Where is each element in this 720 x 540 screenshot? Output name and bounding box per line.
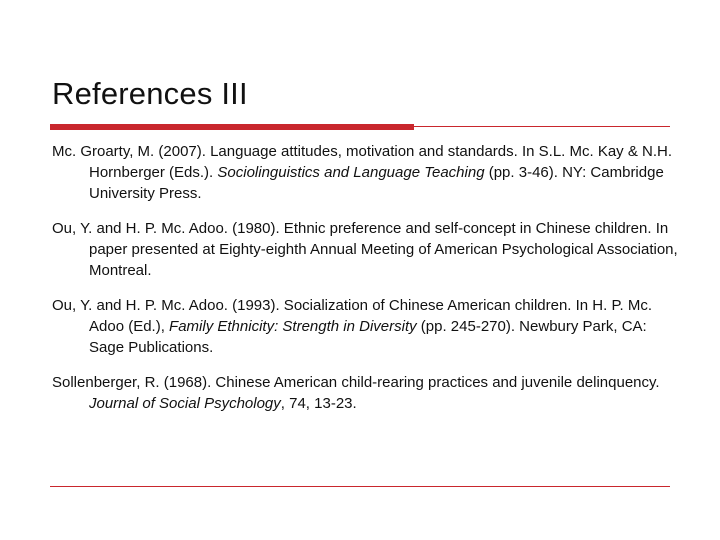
slide-title: References III xyxy=(52,76,248,111)
reference-text: Mc. Groarty, M. (2007). Language attitudes, motivation and standards. In S.L. Mc. Kay & N.H. Hornberger (Eds.). xyxy=(52,143,673,181)
reference-item xyxy=(52,372,684,414)
reference-text: Ou, Y. and H. P. Mc. Adoo. (1993). Socialization of Chinese American children. In H. P. Mc. Adoo (Ed.), xyxy=(52,297,653,335)
reference-item xyxy=(52,141,684,204)
reference-item xyxy=(52,295,684,358)
footer-divider-line xyxy=(50,486,670,487)
reference-title-italic: Family Ethnicity: Strength in Diversity xyxy=(169,318,417,335)
reference-title-italic: Sociolinguistics and Language Teaching xyxy=(217,164,485,181)
reference-list xyxy=(52,141,684,428)
reference-item xyxy=(52,218,684,281)
reference-text: Sollenberger, R. (1968). Chinese American child-rearing practices and juvenile delinquency. xyxy=(52,374,660,391)
reference-title-italic: Journal of Social Psychology xyxy=(89,395,281,412)
reference-text-end: , 74, 13-23. xyxy=(280,395,357,412)
reference-text-end: (pp. 245-270). Newbury Park, CA: Sage Publications. xyxy=(89,318,647,356)
reference-text: Ou, Y. and H. P. Mc. Adoo. (1980). Ethnic preference and self-concept in Chinese children. In paper presented at Eighty-eighth Annual Meeting of American Psychological Association, Montreal. xyxy=(52,220,678,279)
reference-text-end: (pp. 3-46). NY: Cambridge University Press. xyxy=(89,164,664,202)
title-accent-bar xyxy=(50,124,414,130)
